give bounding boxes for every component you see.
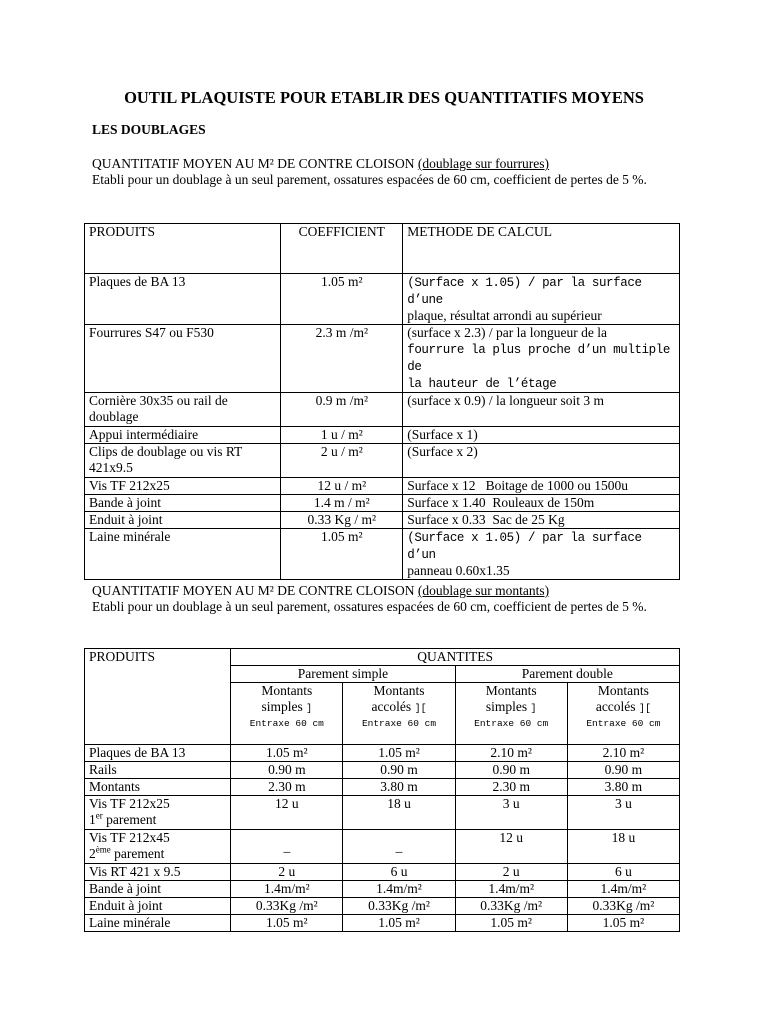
- header-parement-simple: Parement simple: [231, 666, 455, 683]
- header-coefficient: COEFFICIENT: [281, 224, 403, 274]
- table-row: [85, 779, 680, 796]
- sub-label: Montants: [597, 683, 649, 698]
- note-sup: er: [95, 810, 103, 821]
- table-row: [85, 745, 680, 762]
- product-label: Vis TF 212x25: [89, 796, 170, 811]
- value-cell: 2.10 m²: [567, 745, 679, 762]
- value-cell: 1.4m/m²: [455, 881, 567, 898]
- table-row: [85, 325, 680, 393]
- table-row: [85, 495, 680, 512]
- header-montants-accoles: [567, 683, 679, 745]
- note-word: parement: [110, 846, 165, 861]
- coefficient-cell: 1.05 m²: [281, 274, 403, 325]
- method-cell: [403, 529, 680, 580]
- product-cell: Enduit à joint: [85, 898, 231, 915]
- product-cell: [85, 830, 231, 864]
- method-line: plaque, résultat arrondi au supérieur: [407, 308, 602, 323]
- value-cell: 1.05 m²: [231, 915, 343, 932]
- sub-label: Montants: [485, 683, 537, 698]
- montant-simple-icon: ]: [530, 704, 537, 715]
- method-cell: (Surface x 2): [403, 444, 680, 478]
- method-cell: [403, 274, 680, 325]
- value-cell: 1.4m/m²: [231, 881, 343, 898]
- table-row: [85, 898, 680, 915]
- sub-label: simples: [485, 699, 528, 714]
- table-row: [85, 512, 680, 529]
- value-cell: 2.10 m²: [455, 745, 567, 762]
- montant-accole-icon: ][: [414, 704, 427, 715]
- product-cell: Clips de doublage ou vis RT 421x9.5: [85, 444, 281, 478]
- method-cell: [403, 325, 680, 393]
- value-cell: 6 u: [567, 864, 679, 881]
- product-cell: Vis RT 421 x 9.5: [85, 864, 231, 881]
- value-cell: 2 u: [455, 864, 567, 881]
- coefficient-cell: 2 u / m²: [281, 444, 403, 478]
- section-heading: LES DOUBLAGES: [92, 122, 206, 137]
- product-cell: Fourrures S47 ou F530: [85, 325, 281, 393]
- value-cell: 1.4m/m²: [567, 881, 679, 898]
- method-line: (Surface x 1.05) / par la surface d’une: [407, 276, 642, 307]
- value-cell: 0.90 m: [343, 762, 455, 779]
- value-cell: 0.33Kg /m²: [567, 898, 679, 915]
- table-row: [85, 444, 680, 478]
- method-line: fourrure la plus proche d’un multiple de: [407, 343, 670, 374]
- method-line: (surface x 2.3) / par la longueur de la: [407, 325, 608, 340]
- value-cell: 1.05 m²: [455, 915, 567, 932]
- note-sup: ème: [95, 844, 111, 855]
- value-cell: 1.05 m²: [231, 745, 343, 762]
- method-cell: (Surface x 1): [403, 427, 680, 444]
- table-row: [85, 274, 680, 325]
- header-parement-double: Parement double: [455, 666, 679, 683]
- coefficient-cell: 1.4 m / m²: [281, 495, 403, 512]
- value-cell: 0.90 m: [231, 762, 343, 779]
- product-cell: Vis TF 212x25: [85, 478, 281, 495]
- value-cell: 2.30 m: [455, 779, 567, 796]
- table-header-row: [85, 649, 680, 666]
- coefficient-cell: 1 u / m²: [281, 427, 403, 444]
- value-cell: 18 u: [567, 830, 679, 864]
- entraxe-note: Entraxe 60 cm: [361, 718, 437, 729]
- intro-body: Etabli pour un doublage à un seul parement, ossatures espacées de 60 cm, coefficient de pertes de 5 %.: [92, 599, 647, 614]
- method-cell: Surface x 1.40 Rouleaux de 150m: [403, 495, 680, 512]
- value-cell: 12 u: [231, 796, 343, 830]
- product-cell: Enduit à joint: [85, 512, 281, 529]
- table-row: [85, 427, 680, 444]
- entraxe-note: Entraxe 60 cm: [586, 718, 661, 729]
- sub-label: accolés: [595, 699, 636, 714]
- note-num: 1: [89, 812, 96, 827]
- value-cell: _: [343, 830, 455, 864]
- value-cell: 3 u: [455, 796, 567, 830]
- table-row: [85, 762, 680, 779]
- value-cell: 0.33Kg /m²: [231, 898, 343, 915]
- header-products: PRODUITS: [85, 649, 231, 745]
- coefficient-cell: 12 u / m²: [281, 478, 403, 495]
- header-quantities: QUANTITES: [231, 649, 680, 666]
- sub-label: Montants: [373, 683, 425, 698]
- method-cell: Surface x 12 Boitage de 1000 ou 1500u: [403, 478, 680, 495]
- value-cell: 0.33Kg /m²: [343, 898, 455, 915]
- product-label: Vis TF 212x45: [89, 830, 170, 845]
- value-cell: 1.05 m²: [343, 915, 455, 932]
- intro-underlined: (doublage sur fourrures): [417, 156, 550, 171]
- product-cell: Appui intermédiaire: [85, 427, 281, 444]
- product-cell: Bande à joint: [85, 495, 281, 512]
- value-cell: 0.33Kg /m²: [455, 898, 567, 915]
- table-row: [85, 796, 680, 830]
- value-cell: 0.90 m: [455, 762, 567, 779]
- value-cell: 2 u: [231, 864, 343, 881]
- value-cell: 1.4m/m²: [343, 881, 455, 898]
- value-cell: 1.05 m²: [343, 745, 455, 762]
- sub-label: accolés: [371, 699, 412, 714]
- product-cell: Montants: [85, 779, 231, 796]
- table-row: [85, 393, 680, 427]
- value-cell: 6 u: [343, 864, 455, 881]
- entraxe-note: Entraxe 60 cm: [474, 718, 549, 729]
- montant-accole-icon: ][: [638, 704, 651, 715]
- table-row: [85, 529, 680, 580]
- table-row: [85, 830, 680, 864]
- table-row: [85, 864, 680, 881]
- product-cell: [85, 796, 231, 830]
- value-cell: 2.30 m: [231, 779, 343, 796]
- note-word: parement: [102, 812, 157, 827]
- header-products: PRODUITS: [85, 224, 281, 274]
- method-line: la hauteur de l’étage: [407, 377, 557, 391]
- header-montants-simples: [455, 683, 567, 745]
- coefficient-cell: 0.33 Kg / m²: [281, 512, 403, 529]
- value-cell: 12 u: [455, 830, 567, 864]
- entraxe-note: Entraxe 60 cm: [249, 718, 324, 729]
- value-cell: 1.05 m²: [567, 915, 679, 932]
- product-cell: Laine minérale: [85, 915, 231, 932]
- coefficient-cell: 1.05 m²: [281, 529, 403, 580]
- method-line: (Surface x 1.05) / par la surface d’un: [407, 531, 642, 562]
- intro-lead: QUANTITATIF MOYEN AU M² DE CONTRE CLOISON: [92, 156, 418, 171]
- table-header-row: [85, 224, 680, 274]
- product-cell: Laine minérale: [85, 529, 281, 580]
- value-cell: 0.90 m: [567, 762, 679, 779]
- value-cell: 3 u: [567, 796, 679, 830]
- intro-body: Etabli pour un doublage à un seul parement, ossatures espacées de 60 cm, coefficient de pertes de 5 %.: [92, 172, 647, 187]
- sub-label: simples: [261, 699, 303, 714]
- coefficient-cell: 0.9 m /m²: [281, 393, 403, 427]
- intro-fourrures: [92, 156, 692, 188]
- method-line: panneau 0.60x1.35: [407, 563, 510, 578]
- intro-montants: [92, 583, 692, 615]
- value-cell: _: [231, 830, 343, 864]
- table-row: [85, 881, 680, 898]
- table-fourrures: [84, 223, 680, 580]
- intro-lead: QUANTITATIF MOYEN AU M² DE CONTRE CLOISON: [92, 583, 418, 598]
- montant-simple-icon: ]: [306, 704, 313, 715]
- note-num: 2: [89, 846, 96, 861]
- header-method: METHODE DE CALCUL: [403, 224, 680, 274]
- intro-underlined: (doublage sur montants): [417, 583, 550, 598]
- table-row: [85, 915, 680, 932]
- product-cell: Bande à joint: [85, 881, 231, 898]
- method-cell: (surface x 0.9) / la longueur soit 3 m: [403, 393, 680, 427]
- value-cell: 3.80 m: [343, 779, 455, 796]
- method-cell: Surface x 0.33 Sac de 25 Kg: [403, 512, 680, 529]
- sub-label: Montants: [261, 683, 313, 698]
- value-cell: 18 u: [343, 796, 455, 830]
- table-montants: [84, 648, 680, 932]
- product-cell: Rails: [85, 762, 231, 779]
- product-cell: Plaques de BA 13: [85, 745, 231, 762]
- header-montants-accoles: [343, 683, 455, 745]
- value-cell: 3.80 m: [567, 779, 679, 796]
- document-title: OUTIL PLAQUISTE POUR ETABLIR DES QUANTITATIFS MOYENS: [124, 88, 644, 107]
- table-row: [85, 478, 680, 495]
- product-cell: Cornière 30x35 ou rail de doublage: [85, 393, 281, 427]
- header-montants-simples: [231, 683, 343, 745]
- coefficient-cell: 2.3 m /m²: [281, 325, 403, 393]
- product-cell: Plaques de BA 13: [85, 274, 281, 325]
